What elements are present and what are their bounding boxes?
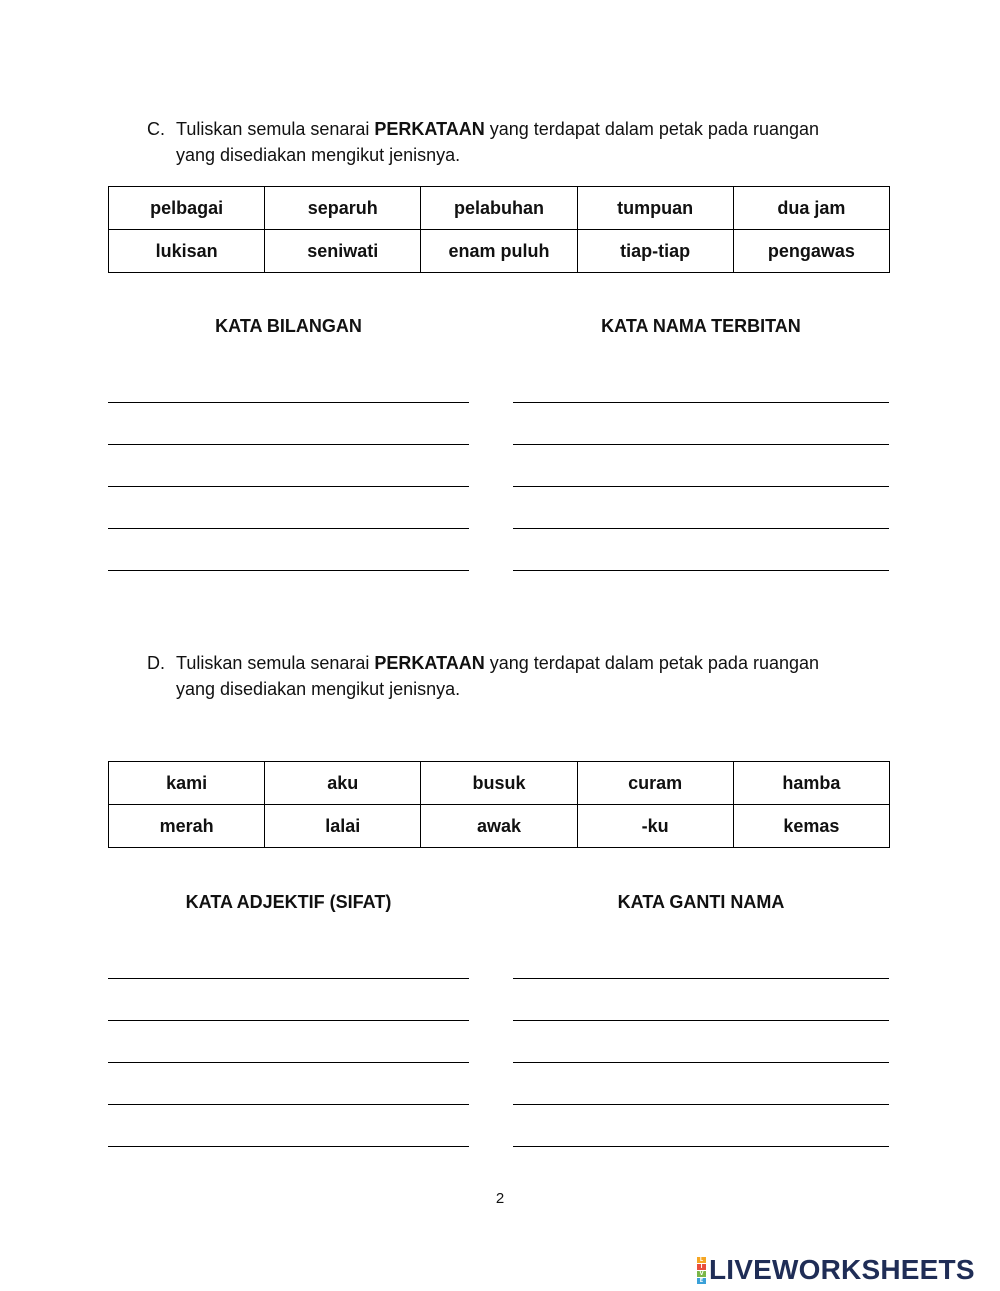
answer-line[interactable] bbox=[108, 570, 469, 571]
table-row bbox=[109, 230, 890, 273]
section-d-letter: D. bbox=[147, 653, 165, 673]
heading-kata-bilangan: KATA BILANGAN bbox=[215, 316, 362, 336]
answer-line[interactable] bbox=[513, 1104, 889, 1105]
word-cell: seniwati bbox=[265, 230, 421, 273]
answer-line[interactable] bbox=[108, 1020, 469, 1021]
word-cell: merah bbox=[109, 805, 265, 848]
word-cell: hamba bbox=[733, 762, 889, 805]
heading-kata-nama-terbitan: KATA NAMA TERBITAN bbox=[601, 316, 801, 336]
section-d-word-table bbox=[108, 761, 890, 848]
word-cell: dua jam bbox=[733, 187, 889, 230]
instruction-text: Tuliskan semula senarai bbox=[176, 119, 375, 139]
word-cell: pengawas bbox=[733, 230, 889, 273]
table-row bbox=[109, 187, 890, 230]
word-cell: tumpuan bbox=[577, 187, 733, 230]
answer-line[interactable] bbox=[108, 444, 469, 445]
answer-line[interactable] bbox=[108, 402, 469, 403]
logo-blocks-icon bbox=[697, 1257, 706, 1284]
answer-line[interactable] bbox=[108, 978, 469, 979]
answer-line[interactable] bbox=[513, 1146, 889, 1147]
logo-text: LIVEWORKSHEETS bbox=[709, 1254, 975, 1285]
answer-line[interactable] bbox=[513, 1062, 889, 1063]
word-cell: pelabuhan bbox=[421, 187, 577, 230]
word-cell: lukisan bbox=[109, 230, 265, 273]
word-cell: curam bbox=[577, 762, 733, 805]
word-cell: kami bbox=[109, 762, 265, 805]
word-cell: kemas bbox=[733, 805, 889, 848]
logo-block: E bbox=[697, 1278, 706, 1284]
word-cell: lalai bbox=[265, 805, 421, 848]
answer-line[interactable] bbox=[513, 486, 889, 487]
word-cell: tiap-tiap bbox=[577, 230, 733, 273]
word-cell: busuk bbox=[421, 762, 577, 805]
word-cell: -ku bbox=[577, 805, 733, 848]
section-c-instruction bbox=[147, 116, 907, 168]
answer-line[interactable] bbox=[513, 1020, 889, 1021]
instruction-line2: yang disediakan mengikut jenisnya. bbox=[176, 145, 461, 165]
section-d-instruction bbox=[147, 650, 907, 702]
logo-block: L bbox=[697, 1257, 706, 1263]
word-cell: separuh bbox=[265, 187, 421, 230]
answer-line[interactable] bbox=[108, 528, 469, 529]
word-cell: pelbagai bbox=[109, 187, 265, 230]
instruction-bold: PERKATAAN bbox=[374, 119, 485, 139]
instruction-text: yang terdapat dalam petak pada ruangan bbox=[484, 119, 820, 139]
instruction-line2: yang disediakan mengikut jenisnya. bbox=[176, 679, 461, 699]
answer-line[interactable] bbox=[108, 1146, 469, 1147]
logo-block: I bbox=[697, 1264, 706, 1270]
answer-line[interactable] bbox=[108, 486, 469, 487]
word-cell: enam puluh bbox=[421, 230, 577, 273]
answer-line[interactable] bbox=[513, 402, 889, 403]
section-c-word-table bbox=[108, 186, 890, 273]
logo-block: V bbox=[697, 1271, 706, 1277]
answer-line[interactable] bbox=[108, 1104, 469, 1105]
answer-line[interactable] bbox=[513, 528, 889, 529]
answer-line[interactable] bbox=[108, 1062, 469, 1063]
page-number: 2 bbox=[495, 1190, 505, 1207]
heading-kata-adjektif: KATA ADJEKTIF (SIFAT) bbox=[185, 892, 392, 912]
instruction-bold: PERKATAAN bbox=[374, 653, 485, 673]
answer-line[interactable] bbox=[513, 978, 889, 979]
word-cell: awak bbox=[421, 805, 577, 848]
instruction-text: yang terdapat dalam petak pada ruangan bbox=[484, 653, 820, 673]
heading-kata-ganti-nama: KATA GANTI NAMA bbox=[617, 892, 785, 912]
table-row bbox=[109, 762, 890, 805]
instruction-text: Tuliskan semula senarai bbox=[176, 653, 375, 673]
section-c-letter: C. bbox=[147, 119, 165, 139]
answer-line[interactable] bbox=[513, 570, 889, 571]
answer-line[interactable] bbox=[513, 444, 889, 445]
word-cell: aku bbox=[265, 762, 421, 805]
table-row bbox=[109, 805, 890, 848]
liveworksheets-logo bbox=[697, 1255, 975, 1285]
